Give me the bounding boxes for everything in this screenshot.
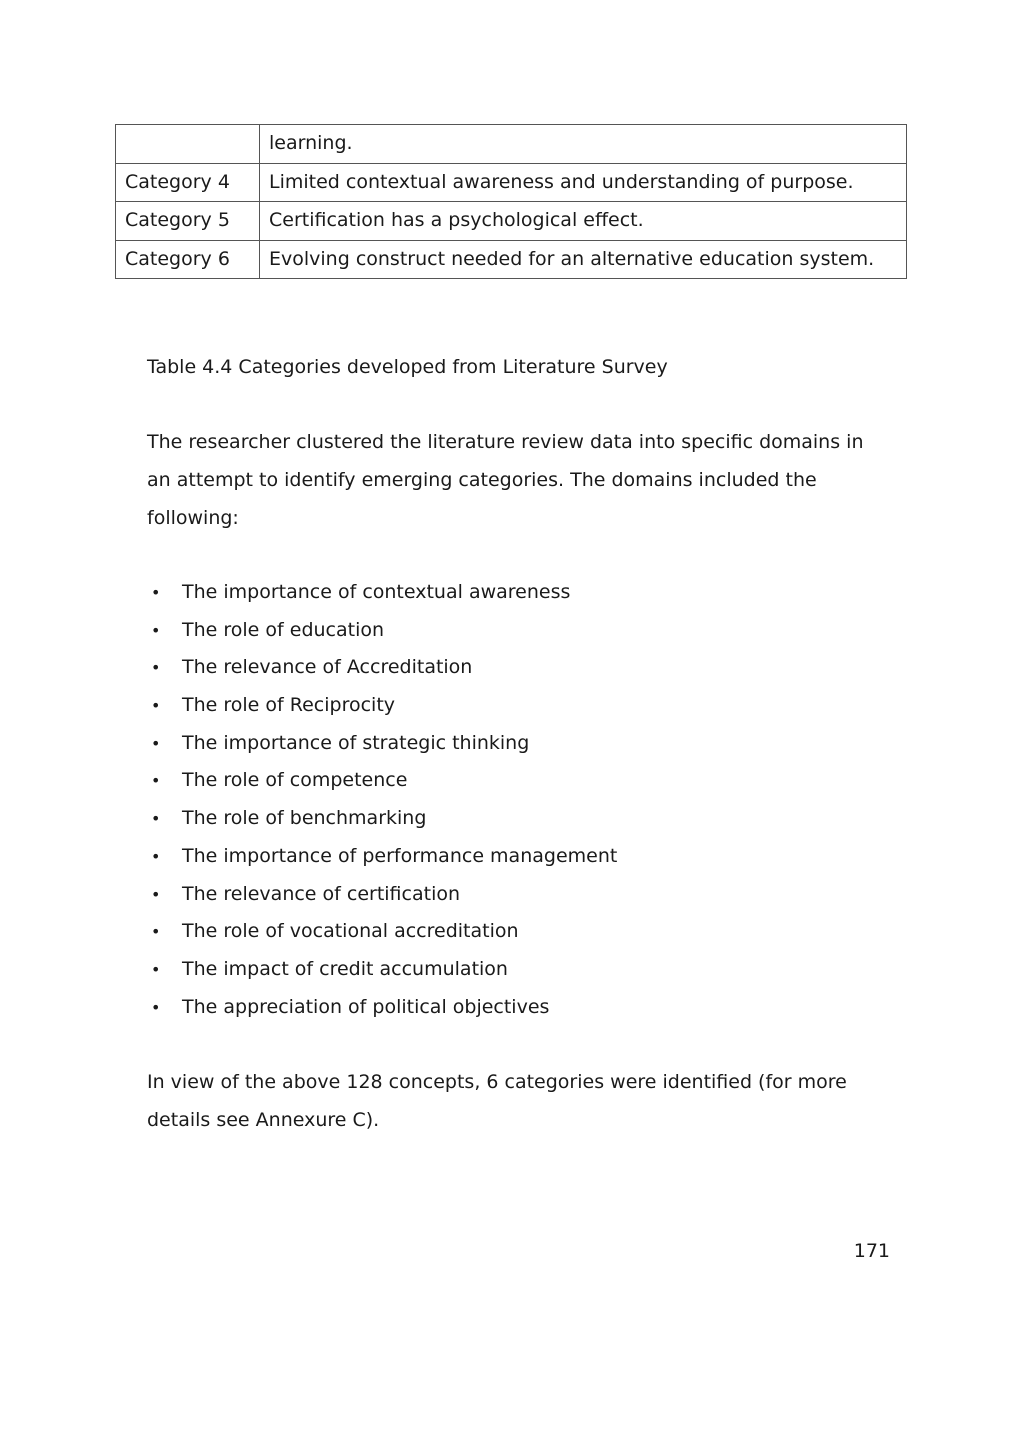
category-cell: Category 4 [116, 163, 260, 202]
list-item [147, 762, 617, 800]
list-item-text: The importance of contextual awareness [182, 581, 571, 603]
table-row [116, 163, 907, 202]
category-cell [116, 125, 260, 164]
list-item-text: The role of benchmarking [182, 807, 427, 830]
list-item [147, 800, 617, 838]
list-item-text: The importance of performance management [182, 844, 618, 867]
bullet-icon: • [151, 620, 161, 640]
category-cell: Category 6 [116, 240, 260, 279]
table-row [116, 240, 907, 279]
list-item-text: The role of competence [182, 769, 408, 792]
bullet-icon: • [151, 658, 161, 678]
bullet-icon: • [151, 583, 161, 602]
bullet-icon: • [151, 809, 161, 829]
intro-paragraph: The researcher clustered the literature review data into specific domains in an attempt to identify emerging categories. The domains included the following: [147, 431, 864, 529]
list-item-text: The impact of credit accumulation [182, 957, 508, 980]
bullet-icon: • [151, 733, 161, 753]
page-number: 171 [853, 1240, 890, 1262]
list-item-text: The relevance of certification [182, 882, 461, 905]
list-item-text: The role of Reciprocity [182, 694, 396, 717]
list-item-text: The appreciation of political objectives [182, 995, 550, 1018]
list-item [147, 989, 617, 1027]
category-cell: Category 5 [116, 202, 260, 241]
categories-table [115, 124, 907, 279]
list-item-text: The relevance of Accreditation [182, 656, 473, 679]
table-row [116, 202, 907, 241]
list-item [147, 725, 617, 763]
description-cell: Evolving construct needed for an alternative education system. [260, 240, 907, 279]
description-cell: learning. [260, 125, 907, 164]
list-item [147, 612, 617, 650]
bullet-icon: • [151, 959, 161, 979]
list-item [147, 574, 617, 612]
list-item [147, 649, 617, 687]
bullet-icon: • [151, 846, 161, 866]
domains-list [147, 574, 617, 1026]
bullet-icon: • [151, 922, 161, 942]
bullet-icon: • [151, 696, 161, 716]
bullet-icon: • [151, 884, 161, 904]
description-cell: Limited contextual awareness and understanding of purpose. [260, 163, 907, 202]
table-row [116, 125, 907, 164]
list-item [147, 913, 617, 951]
list-item-text: The importance of strategic thinking [182, 731, 530, 754]
list-item [147, 687, 617, 725]
list-item-text: The role of education [182, 618, 385, 641]
bullet-icon: • [151, 997, 161, 1017]
description-cell: Certification has a psychological effect. [260, 202, 907, 241]
table-caption: Table 4.4 Categories developed from Literature Survey [147, 356, 668, 378]
conclusion-paragraph: In view of the above 128 concepts, 6 categories were identified (for more details see Annexure C). [147, 1071, 847, 1131]
list-item-text: The role of vocational accreditation [182, 920, 519, 943]
bullet-icon: • [151, 771, 161, 791]
list-item [147, 876, 617, 914]
list-item [147, 838, 617, 876]
list-item [147, 951, 617, 989]
